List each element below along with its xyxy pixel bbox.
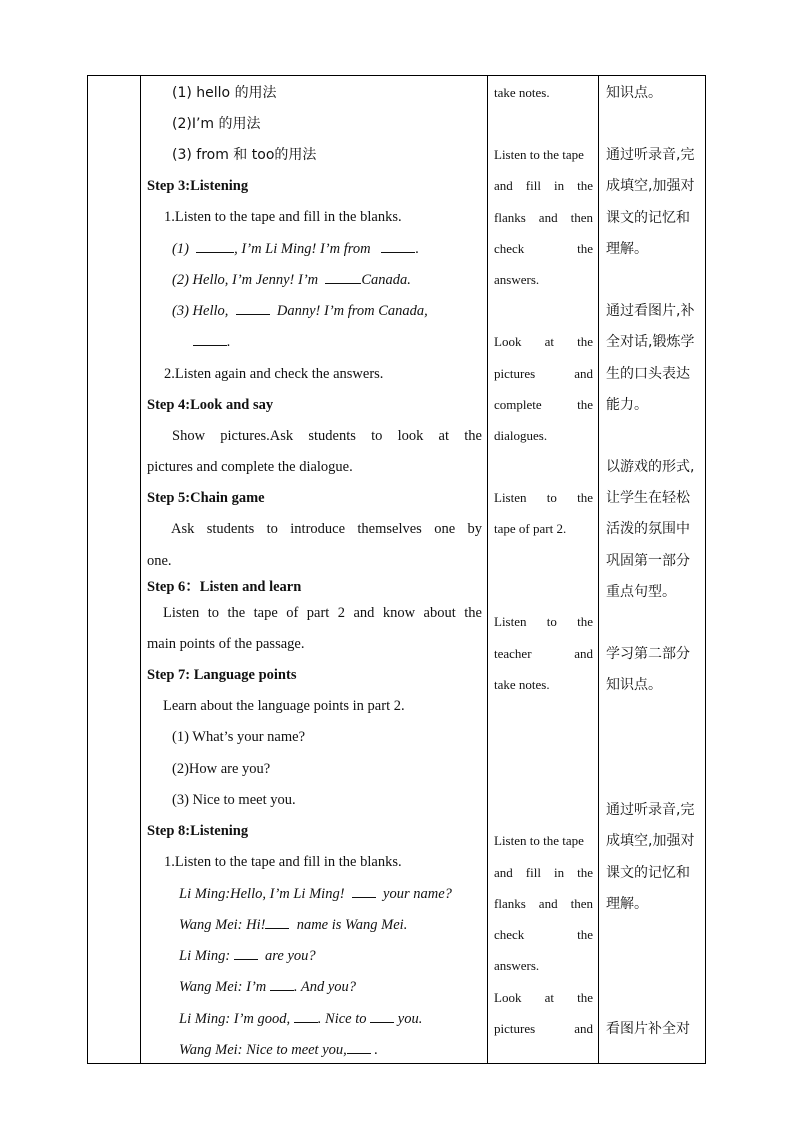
dialogue-line-3: Li Ming: are you? bbox=[179, 948, 316, 964]
step3-question-1: (1) , I’m Li Ming! I’m from . bbox=[172, 241, 420, 257]
step3-task1: 1.Listen to the tape and fill in the blanks. bbox=[164, 209, 402, 225]
activity-take-notes: take notes. bbox=[494, 85, 550, 100]
column-divider-3 bbox=[598, 76, 599, 1063]
table-border-right bbox=[705, 76, 706, 1063]
activity-block6-line2: pictures and bbox=[494, 1021, 593, 1036]
fill-blank bbox=[270, 978, 294, 991]
activity-block1-line5: answers. bbox=[494, 272, 540, 287]
step4-line1: Show pictures.Ask students to look at the bbox=[172, 428, 482, 444]
activity-block2-line4: dialogues. bbox=[494, 428, 548, 443]
usage-item-1: (1) hello 的用法 bbox=[172, 85, 277, 101]
purpose-block5-line1: 通过听录音,完 bbox=[606, 802, 695, 818]
fill-blank bbox=[234, 947, 258, 960]
step6-line2: main points of the passage. bbox=[147, 636, 305, 652]
purpose-block1-line1: 通过听录音,完 bbox=[606, 147, 695, 163]
step7-item-1: (1) What’s your name? bbox=[172, 729, 306, 745]
activity-block5-line2: and fill in the bbox=[494, 865, 593, 880]
fill-blank bbox=[294, 1010, 318, 1023]
fill-blank bbox=[325, 271, 361, 284]
purpose-block5-line4: 理解。 bbox=[606, 896, 648, 912]
step7-item-3: (3) Nice to meet you. bbox=[172, 792, 296, 808]
activity-block1-line4: check the bbox=[494, 241, 593, 256]
step6-heading: Step 6：Listen and learn bbox=[147, 579, 302, 595]
purpose-block2-line4: 能力。 bbox=[606, 397, 648, 413]
fill-blank bbox=[196, 240, 234, 253]
activity-block6-line1: Look at the bbox=[494, 990, 593, 1005]
column-divider-1 bbox=[140, 76, 141, 1063]
activity-block4-line3: take notes. bbox=[494, 677, 550, 692]
step8-heading: Step 8:Listening bbox=[147, 823, 249, 839]
activity-block5-line5: answers. bbox=[494, 958, 540, 973]
lesson-table bbox=[87, 75, 706, 1064]
step6-line1: Listen to the tape of part 2 and know about the bbox=[163, 605, 482, 621]
fill-blank bbox=[370, 1010, 394, 1023]
purpose-block1-line2: 成填空,加强对 bbox=[606, 178, 695, 194]
purpose-block3-line3: 活泼的氛围中 bbox=[606, 521, 690, 537]
fill-blank bbox=[352, 885, 376, 898]
purpose-block3-line1: 以游戏的形式, bbox=[606, 459, 695, 475]
activity-block3-line2: tape of part 2. bbox=[494, 521, 567, 536]
teaching-steps-column bbox=[147, 76, 482, 1063]
purpose-block3-line4: 巩固第一部分 bbox=[606, 553, 690, 569]
fill-blank bbox=[265, 916, 289, 929]
step3-question-3-cont: . bbox=[193, 332, 231, 352]
step5-heading: Step 5:Chain game bbox=[147, 490, 265, 506]
purpose-block5-line3: 课文的记忆和 bbox=[606, 865, 690, 881]
step3-question-2: (2) Hello, I’m Jenny! I’m Canada. bbox=[172, 272, 411, 288]
step3-heading: Step 3:Listening bbox=[147, 178, 249, 194]
step5-line2: one. bbox=[147, 553, 172, 569]
step7-item-2: (2)How are you? bbox=[172, 761, 271, 777]
design-purpose-column bbox=[606, 76, 702, 1063]
purpose-block2-line1: 通过看图片,补 bbox=[606, 303, 695, 319]
purpose-block1-line3: 课文的记忆和 bbox=[606, 210, 690, 226]
dialogue-line-4: Wang Mei: I’m . And you? bbox=[179, 979, 357, 995]
purpose-block5-line2: 成填空,加强对 bbox=[606, 833, 695, 849]
purpose-block6-line1: 看图片补全对 bbox=[606, 1021, 690, 1037]
activity-block4-line2: teacher and bbox=[494, 646, 593, 661]
activity-block2-line1: Look at the bbox=[494, 334, 593, 349]
purpose-block2-line3: 生的口头表达 bbox=[606, 366, 690, 382]
step3-task2: 2.Listen again and check the answers. bbox=[164, 366, 384, 382]
step4-heading: Step 4:Look and say bbox=[147, 397, 274, 413]
dialogue-line-5: Li Ming: I’m good, . Nice to you. bbox=[179, 1011, 423, 1027]
activity-block2-line2: pictures and bbox=[494, 366, 593, 381]
column-divider-2 bbox=[487, 76, 488, 1063]
activity-block3-line1: Listen to the bbox=[494, 490, 593, 505]
fill-blank bbox=[381, 240, 415, 253]
purpose-block3-line5: 重点句型。 bbox=[606, 584, 676, 600]
table-border-left bbox=[87, 76, 88, 1063]
dialogue-line-6: Wang Mei: Nice to meet you, . bbox=[179, 1042, 379, 1058]
step7-heading: Step 7: Language points bbox=[147, 667, 297, 683]
activity-block1-line3: flanks and then bbox=[494, 210, 593, 225]
activity-block2-line3: complete the bbox=[494, 397, 593, 412]
step5-line1: Ask students to introduce themselves one by bbox=[171, 521, 482, 537]
usage-item-3: (3) from 和 too的用法 bbox=[172, 147, 317, 163]
step7-intro: Learn about the language points in part 2. bbox=[163, 698, 405, 714]
activity-block4-line1: Listen to the bbox=[494, 614, 593, 629]
purpose-block4-line2: 知识点。 bbox=[606, 677, 662, 693]
fill-blank bbox=[236, 302, 270, 315]
step3-question-3: (3) Hello, Danny! I’m from Canada, bbox=[172, 303, 428, 319]
dialogue-line-1: Li Ming:Hello, I’m Li Ming! your name? bbox=[179, 886, 452, 902]
student-activity-column bbox=[494, 76, 593, 1063]
activity-block1-line2: and fill in the bbox=[494, 178, 593, 193]
step8-task1: 1.Listen to the tape and fill in the blanks. bbox=[164, 854, 402, 870]
step4-line2: pictures and complete the dialogue. bbox=[147, 459, 353, 475]
purpose-block1-line4: 理解。 bbox=[606, 241, 648, 257]
activity-block5-line1: Listen to the tape bbox=[494, 833, 584, 848]
purpose-top: 知识点。 bbox=[606, 85, 662, 101]
usage-item-2: (2)I’m 的用法 bbox=[172, 116, 261, 132]
purpose-block2-line2: 全对话,锻炼学 bbox=[606, 334, 695, 350]
activity-block5-line4: check the bbox=[494, 927, 593, 942]
fill-blank bbox=[193, 333, 227, 346]
activity-block1-line1: Listen to the tape bbox=[494, 147, 584, 162]
fill-blank bbox=[347, 1041, 371, 1054]
activity-block5-line3: flanks and then bbox=[494, 896, 593, 911]
dialogue-line-2: Wang Mei: Hi! name is Wang Mei. bbox=[179, 917, 408, 933]
purpose-block4-line1: 学习第二部分 bbox=[606, 646, 690, 662]
purpose-block3-line2: 让学生在轻松 bbox=[606, 490, 690, 506]
